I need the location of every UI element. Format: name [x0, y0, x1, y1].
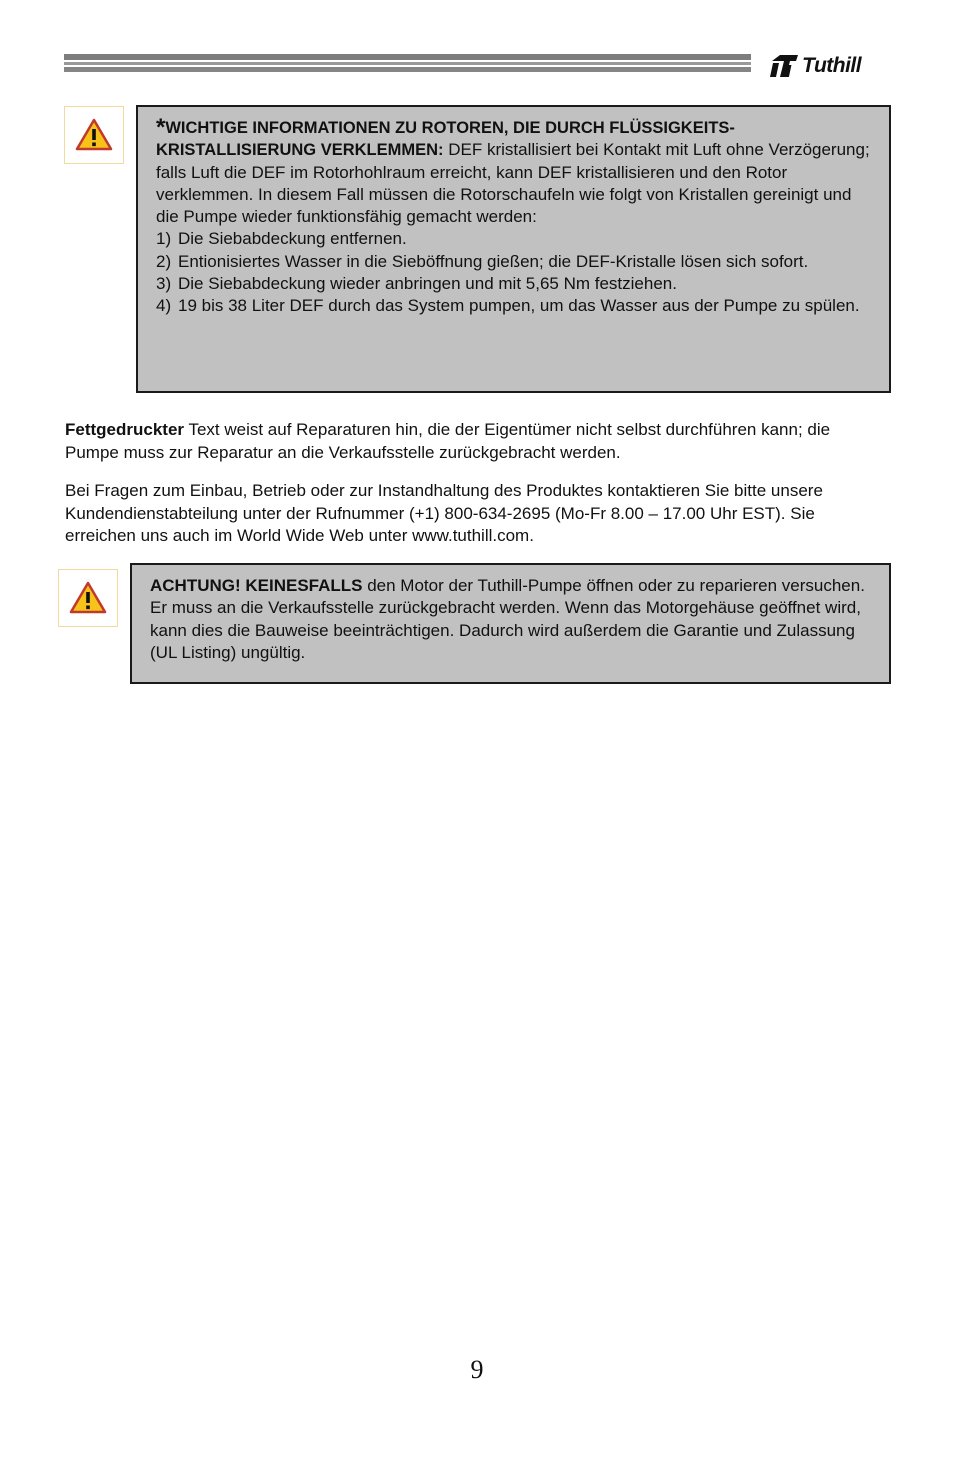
step-number: 3) [156, 274, 172, 294]
step-text: 19 bis 38 Liter DEF durch das System pumpen, um das Wasser aus der Pumpe zu spülen. [178, 296, 860, 316]
step-text: Die Siebabdeckung entfernen. [178, 229, 407, 249]
notice-heading-line2: KRISTALLISIERUNG VERKLEMMEN: [156, 141, 444, 160]
list-item [156, 273, 875, 295]
rotor-crystallization-notice [136, 105, 891, 393]
logo-text: Tuthill [802, 54, 862, 77]
header-stripe [64, 67, 751, 72]
motor-warning-notice [130, 563, 891, 684]
list-item [156, 228, 875, 250]
cleaning-steps-list [156, 228, 875, 317]
notice-heading [156, 114, 875, 228]
warning-triangle-icon [75, 118, 113, 152]
bold-text-explanation [65, 419, 885, 464]
step-text: Entionisiertes Wasser in die Sieböffnung gießen; die DEF-Kristalle lösen sich sofort. [178, 251, 809, 271]
header-rule [64, 54, 751, 72]
header-stripe [64, 62, 751, 65]
step-number: 4) [156, 296, 172, 316]
notice-intro-text: DEF kristallisiert bei Kontakt mit Luft ohne Verzögerung; falls Luft die DEF im Rotorhohlraum erreicht, kann DEF kristallisieren und den Rotor verklemmen. In diesem Fall müssen die Rotorschaufeln wie folgt von Kristallen gereinigt und die Pumpe wieder funktionsfähig gemacht werden: [156, 140, 870, 227]
asterisk-marker: * [156, 114, 166, 141]
list-item [156, 295, 875, 317]
bold-term: Fettgedruckter [65, 420, 185, 439]
tuthill-logo-mark-icon [770, 53, 800, 79]
warning-triangle-icon [69, 581, 107, 615]
notice-heading-line1: WICHTIGE INFORMATIONEN ZU ROTOREN, DIE DURCH FLÜSSIGKEITS- [165, 119, 735, 137]
warning-heading: ACHTUNG! KEINESFALLS [150, 576, 363, 595]
paragraph-text: Text weist auf Reparaturen hin, die der Eigentümer nicht selbst durchführen kann; die Pumpe muss zur Reparatur an die Verkaufsstelle zurückgebracht werden. [65, 420, 831, 462]
header-stripe [64, 54, 751, 60]
list-item [156, 251, 875, 273]
warning-icon-frame [58, 569, 118, 627]
page-number: 9 [470, 1355, 484, 1384]
warning-icon-frame [64, 106, 124, 164]
step-number: 1) [156, 229, 172, 249]
tuthill-logo [770, 52, 861, 80]
step-text: Die Siebabdeckung wieder anbringen und mit 5,65 Nm festziehen. [178, 274, 677, 294]
step-number: 2) [156, 251, 172, 271]
warning-text: den Motor der Tuthill-Pumpe öffnen oder zu reparieren versuchen. Er muss an die Verkaufsstelle zurückgebracht werden. Wenn das Motorgehäuse geöffnet wird, kann dies die Bauweise beeinträchtigen. Dadurch wird außerdem die Garantie und Zulassung (UL Listing) ungültig. [150, 576, 865, 662]
contact-paragraph: Bei Fragen zum Einbau, Betrieb oder zur Instandhaltung des Produktes kontaktieren Sie bitte unsere Kundendienstabteilung unter der Rufnummer (+1) 800-634-2695 (Mo-Fr 8.00 – 17.00 Uhr EST). Sie erreichen uns auch im World Wide Web unter www.tuthill.com. [65, 481, 823, 545]
